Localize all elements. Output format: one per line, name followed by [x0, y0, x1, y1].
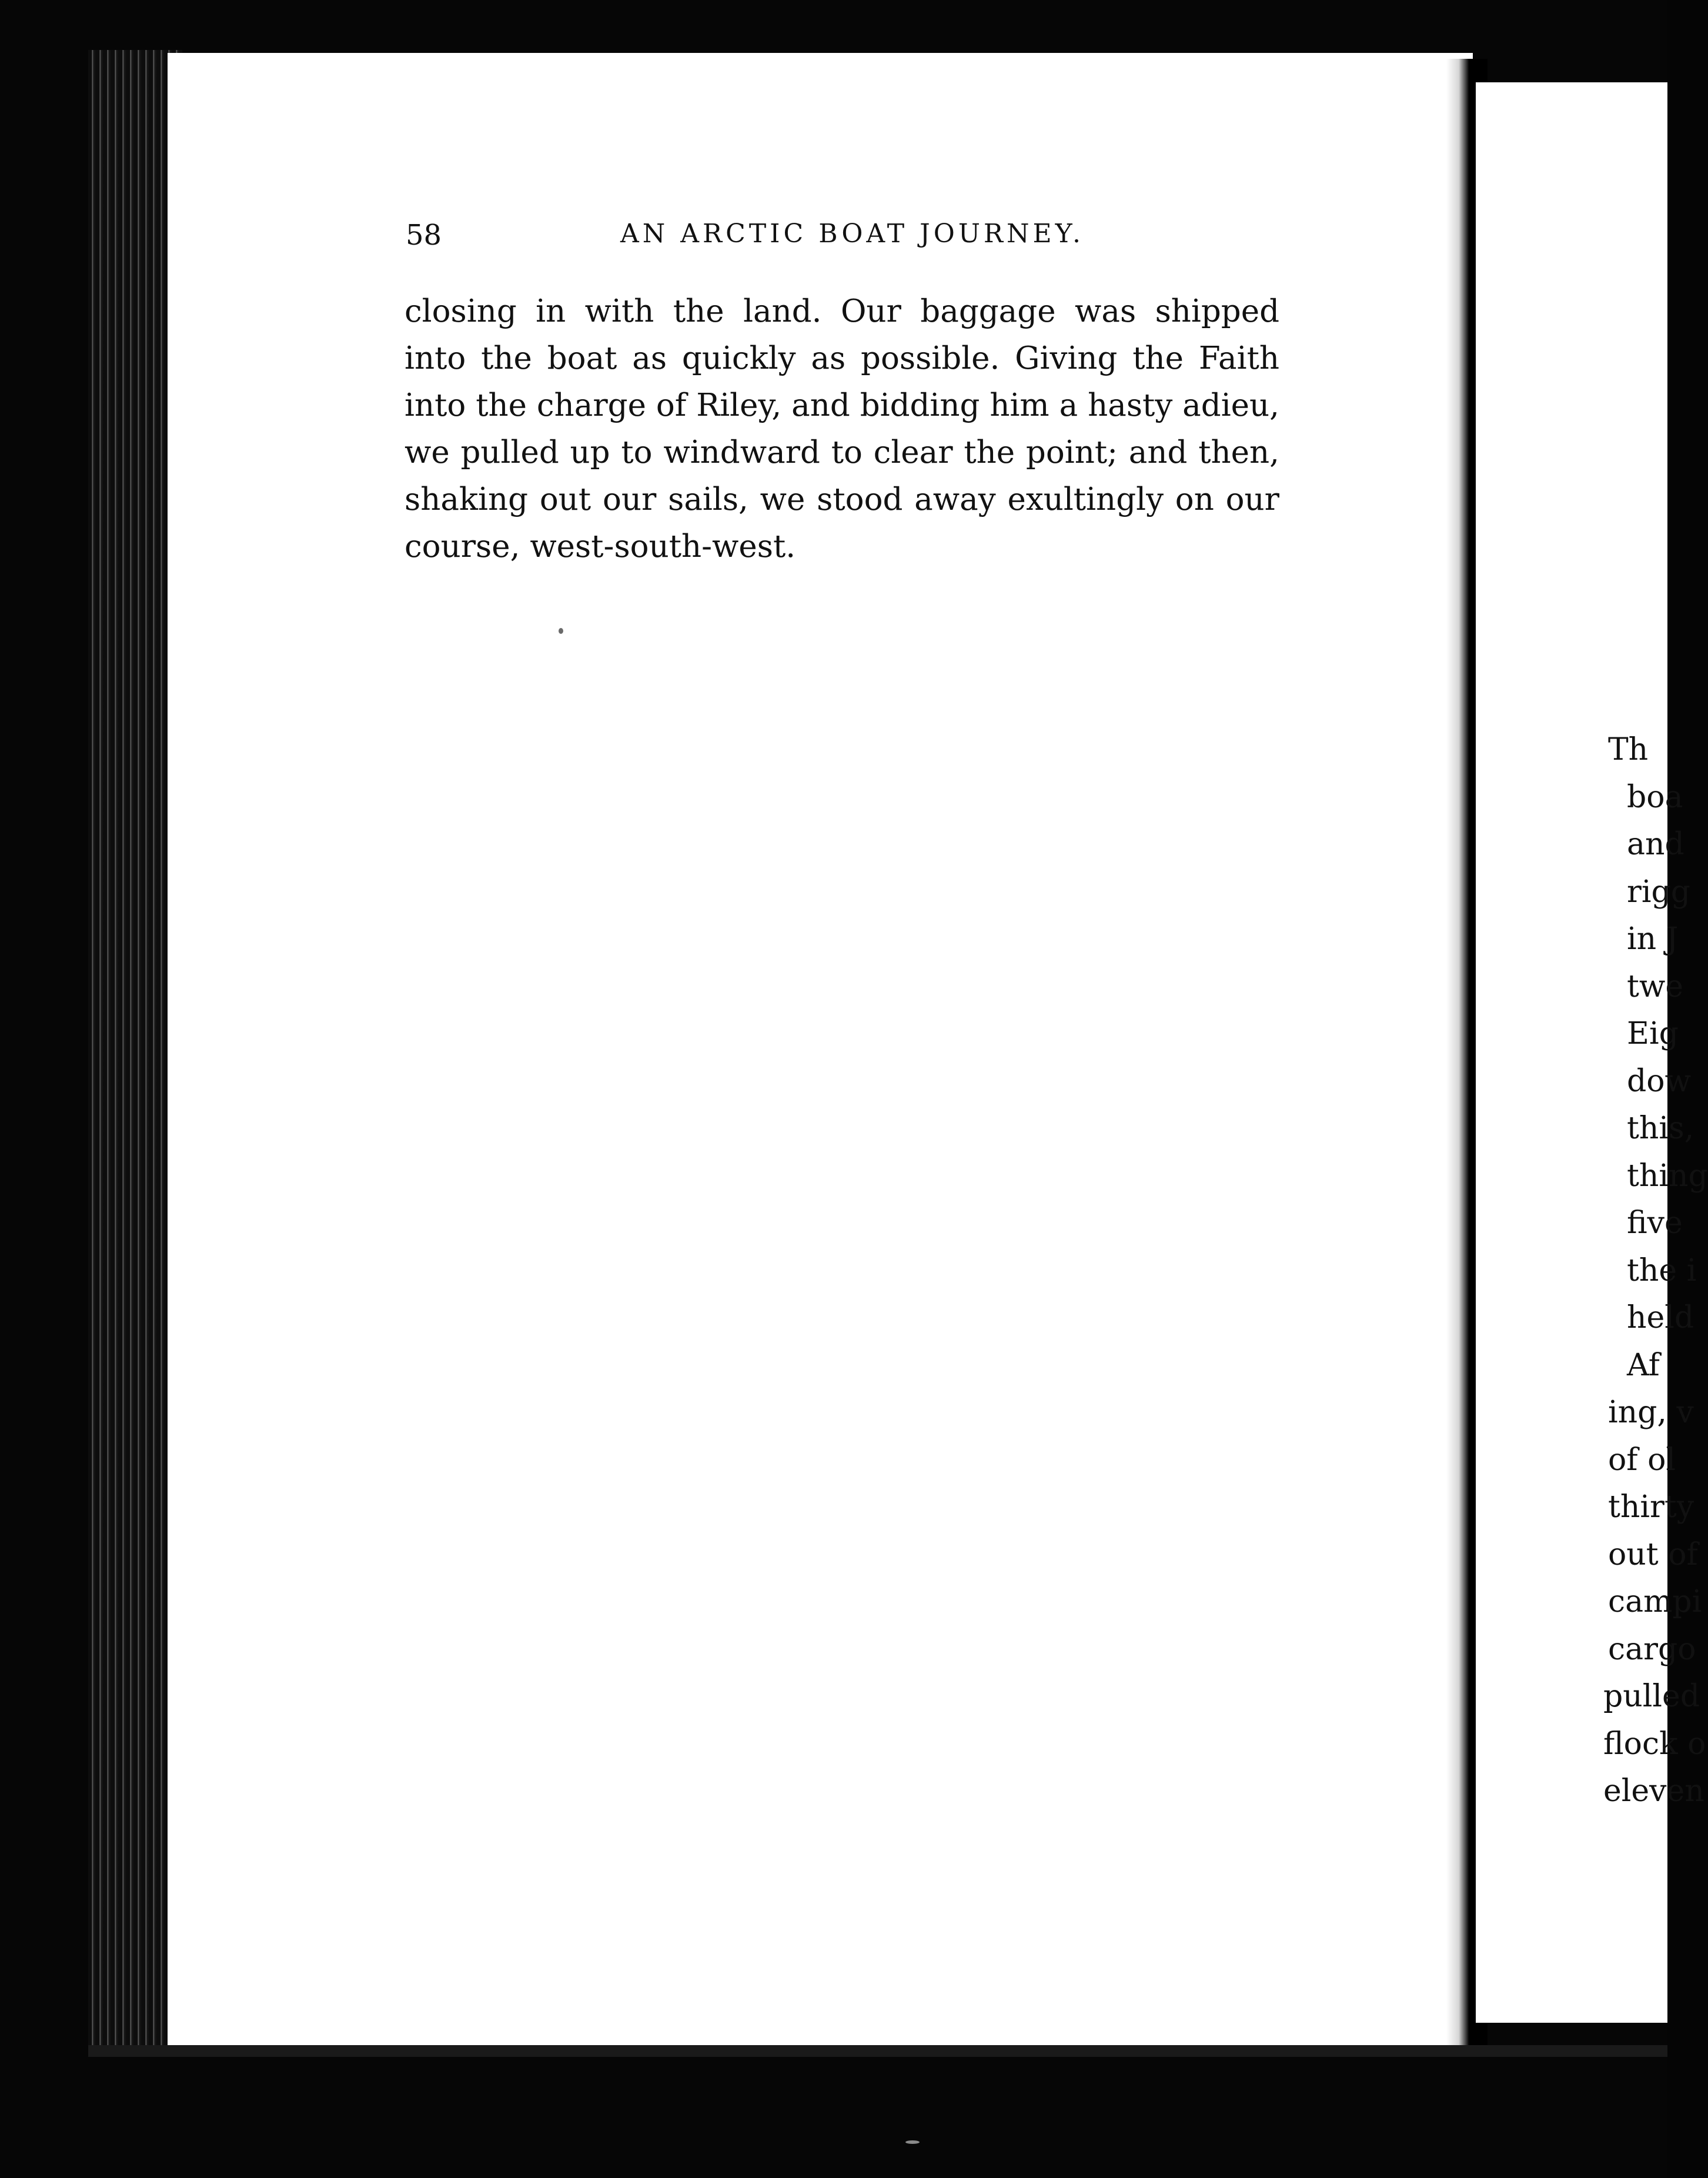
text-fragment: this,: [1627, 1111, 1694, 1146]
text-fragment: five: [1627, 1205, 1683, 1241]
right-page-text: [1603, 726, 1708, 1832]
text-fragment: in J: [1627, 921, 1679, 957]
text-fragment: flock o: [1603, 1726, 1706, 1762]
text-line: closing in with the land. Our baggage was shipped: [405, 293, 1279, 329]
text-fragment: the i: [1627, 1252, 1697, 1288]
text-fragment: ing, v: [1608, 1395, 1694, 1430]
text-line: shaking out our sails, we stood away exultingly on our: [405, 482, 1279, 517]
text-fragment: of ol: [1608, 1442, 1676, 1478]
text-fragment: boa: [1627, 779, 1683, 815]
text-fragment: dow: [1627, 1063, 1692, 1099]
text-fragment: held: [1627, 1300, 1694, 1335]
text-fragment: twe: [1627, 968, 1684, 1004]
text-line: into the charge of Riley, and bidding him a hasty adieu,: [405, 388, 1279, 423]
text-fragment: thing: [1627, 1158, 1708, 1194]
text-fragment: Eig: [1627, 1016, 1679, 1051]
text-fragment: cargo: [1608, 1631, 1696, 1667]
body-text: [405, 288, 1279, 570]
text-fragment: pulled: [1603, 1679, 1700, 1714]
text-fragment: thirty: [1608, 1489, 1694, 1525]
text-fragment: Af: [1627, 1347, 1660, 1383]
running-title: AN ARCTIC BOAT JOURNEY.: [620, 219, 1085, 249]
scan-speck: [559, 628, 563, 634]
text-fragment: Th: [1608, 732, 1649, 767]
text-fragment: out of: [1608, 1536, 1698, 1572]
scan-speck: [905, 2140, 920, 2144]
text-line: course, west-south-west.: [405, 529, 796, 564]
text-fragment: campi: [1608, 1584, 1702, 1619]
bottom-edge: [88, 2045, 1667, 2057]
text-line: we pulled up to windward to clear the point; and then,: [405, 435, 1279, 470]
running-head: [406, 219, 1088, 260]
text-fragment: rigg: [1627, 874, 1691, 910]
text-fragment: and: [1627, 827, 1684, 862]
text-fragment: eleven: [1603, 1773, 1704, 1809]
text-line: into the boat as quickly as possible. Giving the Faith: [405, 340, 1279, 376]
page-number: 58: [406, 219, 442, 252]
